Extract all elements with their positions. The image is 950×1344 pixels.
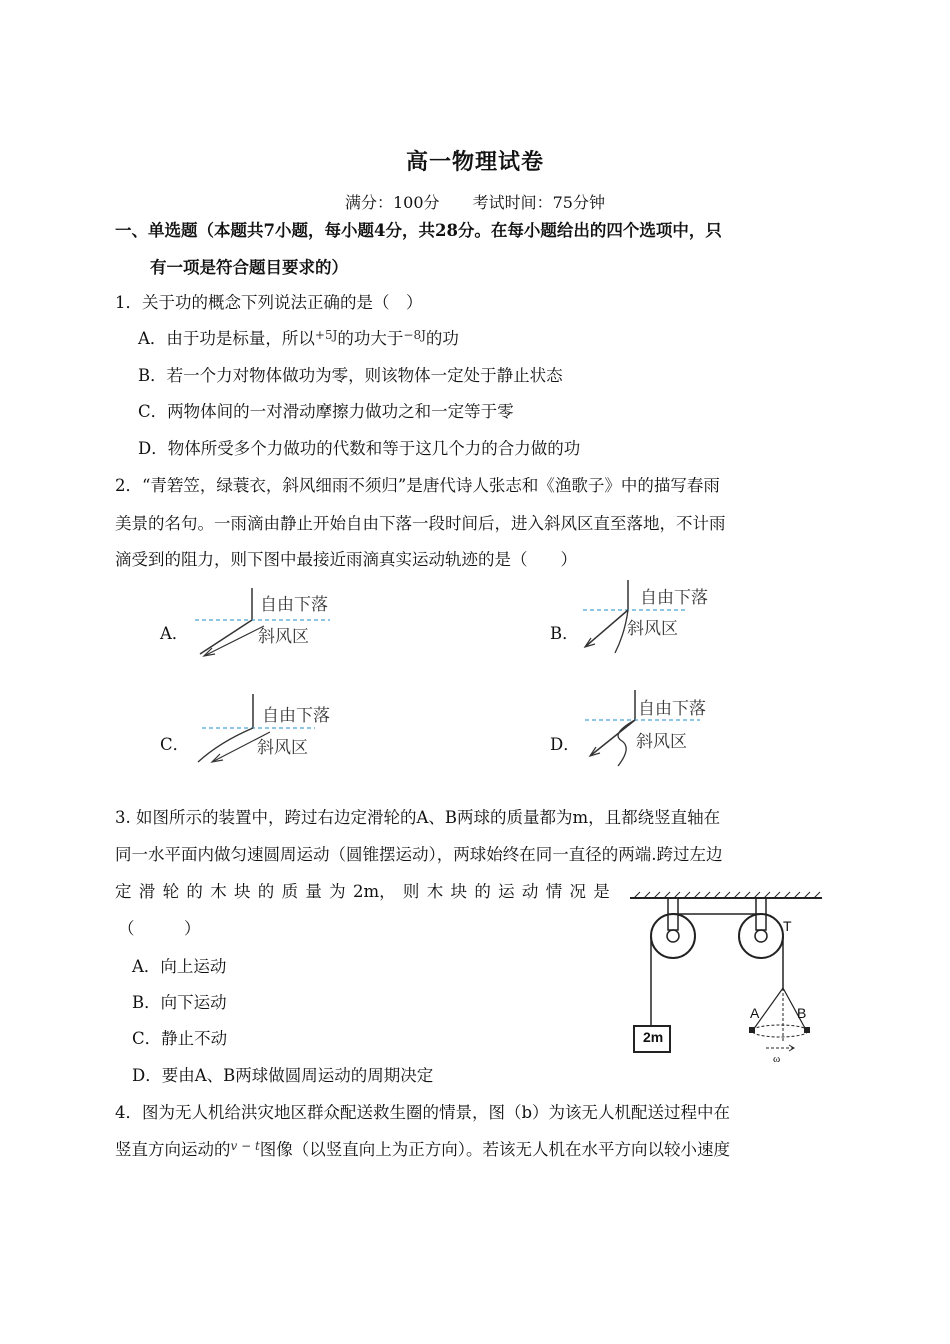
q2-a-free-fall-label: 自由下落 <box>260 595 328 615</box>
q3-fig-t-label: T <box>783 918 792 934</box>
q3-line3-char: 质 <box>281 882 299 901</box>
q3-line3-char: 的 <box>257 882 275 901</box>
q3-line3-char: 木 <box>210 882 227 901</box>
q2-c-wind-label: 斜风区 <box>257 738 308 758</box>
q1-math-pos: +5J <box>314 328 338 342</box>
q2-a-wind-label: 斜风区 <box>258 627 309 647</box>
q3-line3-char: 定 <box>115 882 132 901</box>
exam-info <box>0 190 950 213</box>
q2-option-c-label: C． <box>160 735 190 754</box>
q3-stem-line3 <box>115 878 610 902</box>
q3-line3-char: 块 <box>233 882 251 901</box>
wind-arrow <box>204 626 264 656</box>
q2-b-free-fall-label: 自由下落 <box>640 588 708 608</box>
trajectory <box>200 620 252 654</box>
q3-line3-char: 动 <box>521 882 539 901</box>
left-pulley-hub <box>667 930 679 942</box>
q2-option-b-label: B． <box>550 624 579 643</box>
section-heading-line1: 一、单选题（本题共7小题，每小题4分，共28分。在每小题给出的四个选项中，只 <box>115 221 722 240</box>
q1-option-b: B．若一个力对物体做功为零，则该物体一定处于静止状态 <box>138 366 563 385</box>
ball-b <box>804 1027 810 1033</box>
q4-stem-line2: 竖直方向运动的$^{v - t}$图像（以竖直向上为正方向）。若该无人机在水平方向以较小速度 <box>115 1139 731 1159</box>
q3-line3-char: 为 <box>329 882 346 901</box>
q1-math-neg: −8J <box>403 328 426 342</box>
q2-stem-line2: 美景的名句。一雨滴由静止开始自由下落一段时间后，进入斜风区直至落地，不计雨 <box>115 514 726 533</box>
q1-option-a: A．由于功是标量，所以$^{+5J}$的功大于$^{-8J}$的功 <box>138 328 459 348</box>
page-title: 高一物理试卷 <box>405 149 544 175</box>
q1-option-d: D．物体所受多个力做功的代数和等于这几个力的合力做的功 <box>138 439 581 458</box>
q4-math-vt: v − t <box>230 1139 260 1153</box>
q2-stem-line3: 滴受到的阻力，则下图中最接近雨滴真实运动轨迹的是（ ） <box>115 550 577 569</box>
q3-line3-char: 轮 <box>162 882 180 901</box>
arrow-head <box>212 754 223 762</box>
q2-stem-line1: 2．“青箬笠，绿蓑衣，斜风细雨不须归”是唐代诗人张志和《渔歌子》中的描写春雨 <box>115 476 720 495</box>
q3-line3-char: 的 <box>186 882 203 901</box>
q3-fig-omega-label: ω <box>773 1053 781 1065</box>
q3-line3-char: 量 <box>305 882 322 901</box>
q3-fig-block-label: 2m <box>643 1029 664 1045</box>
q2-d-free-fall-label: 自由下落 <box>638 699 706 719</box>
orbit <box>752 1025 808 1037</box>
q4-stem-line1: 4．图为无人机给洪灾地区群众配送救生圈的情景，图（b）为该无人机配送过程中在 <box>115 1103 731 1122</box>
q3-line3-char: 滑 <box>138 882 156 901</box>
q1-stem: 1．关于功的概念下列说法正确的是（ ） <box>115 293 423 312</box>
arrow-head <box>204 648 215 656</box>
section-heading-line2: 有一项是符合题目要求的） <box>150 258 348 277</box>
full-score: 满分：100分 <box>344 193 440 212</box>
exam-time: 考试时间：75分钟 <box>472 193 605 212</box>
q3-line3-char: 则 <box>402 882 420 901</box>
q2-b-wind-label: 斜风区 <box>627 619 678 639</box>
ball-a <box>749 1027 755 1033</box>
wind-arrow <box>585 610 628 647</box>
q3-option-a: A．向上运动 <box>132 957 227 976</box>
q3-line3-char: 情 <box>545 882 563 901</box>
q3-line3-char: 是 <box>593 882 610 901</box>
q3-option-c: C．静止不动 <box>132 1029 228 1048</box>
q3-fig-b-label: B <box>797 1005 807 1021</box>
q3-line3-char: 运 <box>498 882 515 901</box>
q3-fig-a-label: A <box>750 1005 760 1021</box>
q3-line3-char: 块 <box>450 882 468 901</box>
q2-d-wind-label: 斜风区 <box>636 732 687 752</box>
right-pulley-hub <box>755 930 767 942</box>
q2-c-free-fall-label: 自由下落 <box>262 706 330 726</box>
q3-line3-char: 木 <box>426 882 444 901</box>
q3-option-b: B．向下运动 <box>132 993 227 1012</box>
right-pulley <box>739 914 783 958</box>
left-pulley <box>651 914 695 958</box>
q3-stem-line2: 同一水平面内做匀速圆周运动（圆锥摆运动），两球始终在同一直径的两端.跨过左边 <box>115 845 723 864</box>
q2-option-a-label: A． <box>160 624 189 643</box>
q3-option-d: D．要由A、B两球做圆周运动的周期决定 <box>132 1066 434 1085</box>
q1-option-c: C．两物体间的一对滑动摩擦力做功之和一定等于零 <box>138 402 514 421</box>
q3-stem-line1: 3. 如图所示的装置中，跨过右边定滑轮的A、B两球的质量都为m，且都绕竖直轴在 <box>115 808 721 827</box>
q3-line3-char: 况 <box>569 882 586 901</box>
wind-arrow <box>590 720 635 756</box>
q2-option-d-label: D． <box>550 735 580 754</box>
q3-stem-line4: （ ） <box>118 919 201 938</box>
q3-line3-char: 2m， <box>352 882 396 901</box>
q3-line3-char: 的 <box>474 882 491 901</box>
